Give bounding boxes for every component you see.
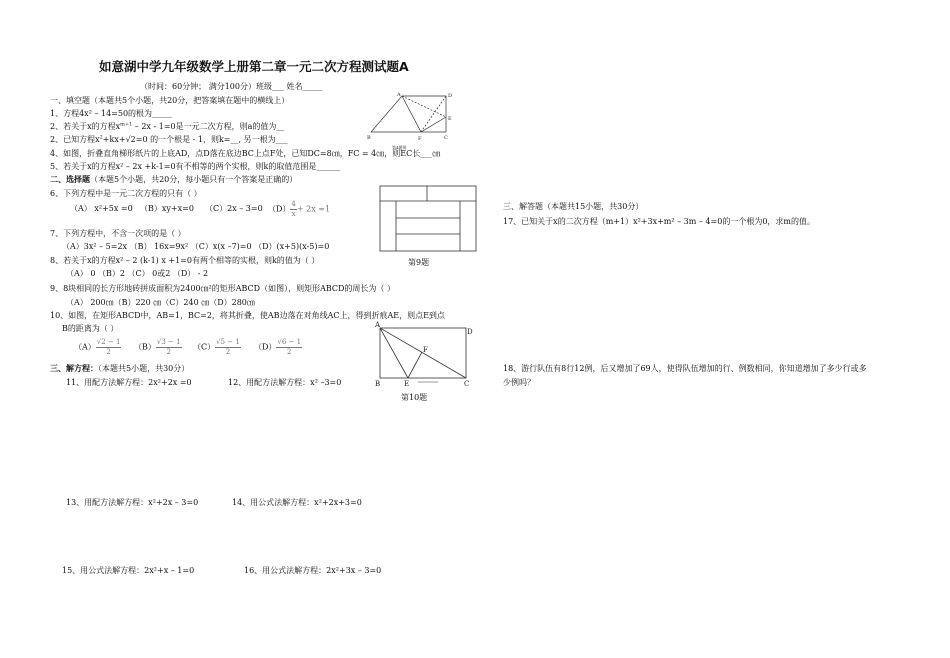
q6-option-d: （D） $\frac{4}{x}+ 2x =1$ — [268, 200, 331, 218]
fig10-caption: 第10题 — [401, 393, 428, 402]
question-8: 8、若关于x的方程x² – 2 (k-1) x +1=0有两个相等的实根，则k的值为（ ） — [50, 256, 320, 265]
q10-option-d: （D） $\frac{√6 - 1}{2}$ — [254, 338, 302, 356]
question-4: 4、如图，折叠直角梯形纸片的上底AD，点D落在底边BC上点F处，已知DC=8㎝，FC = 4㎝，则EC长___㎝ — [50, 149, 441, 158]
q8-options: （A） 0 （B）2 （C） 0或2 （D） - 2 — [66, 269, 209, 278]
fig4-label-b: B — [367, 135, 371, 141]
fig10-label-f: F — [423, 346, 428, 354]
question-15: 15、用公式法解方程：2x²+x – 1=0 — [62, 566, 195, 575]
question-11: 11、用配方法解方程：2x²+2x =0 — [66, 378, 192, 387]
question-18: 18、游行队伍有8行12例，后又增加了69人，使得队伍增加的行、例数相同，你知道增加了多少行或多 — [503, 364, 867, 373]
section3-header: 三、解方程：（本题共5小题，共30分） — [50, 363, 190, 373]
question-10: 10、如图，在矩形ABCD中，AB=1，BC=2，将其折叠，使AB边落在对角线AC上，得到折痕AE，则点E到点 — [50, 311, 445, 320]
question-12: 12、用配方法解方程：x² –3=0 — [228, 378, 342, 387]
question-18-cont: 少例吗？ — [503, 378, 535, 387]
fig10-label-b: B — [375, 380, 381, 388]
right-section-header: 三、解答题（本题共15小题，共30分） — [503, 202, 644, 211]
fig4-caption: 第4题图 — [392, 145, 407, 150]
question-16: 16、用公式法解方程：2x²+3x – 3=0 — [244, 566, 382, 575]
fig4-label-a: A — [397, 92, 401, 98]
question-17: 17、已知关于x的二次方程（m+1）x²+3x+m² – 3m – 4=0的一个根为0，求m的值。 — [503, 217, 815, 226]
section2-header: 二、选择题（本题5个小题，共20分，每小题只有一个答案是正确的） — [50, 174, 298, 184]
figure-q10-rectangle — [368, 318, 478, 392]
question-14: 14、用公式法解方程：x²+2x+3=0 — [232, 498, 362, 507]
q6-option-b: （B）xy+x=0 — [140, 204, 194, 213]
fig10-label-a: A — [375, 321, 381, 329]
q10-option-c: （C） $\frac{√5 - 1}{2}$ — [193, 338, 240, 356]
exam-info: （时间：60分钟； 满分100分）班级___ 姓名_____ — [140, 82, 323, 91]
question-3: 2、已知方程$x^2+kx+√2=0$ 的一个根是 - 1，则k=__, 另一根为___ — [50, 134, 288, 144]
question-1: 1、方程4x² – 14=50的根为_____ — [50, 109, 173, 118]
fig10-label-d: D — [467, 328, 473, 336]
question-6: 6、下列方程中是一元二次方程的只有（ ） — [50, 189, 202, 198]
question-5: 5、若关于x的方程x² – 2x +k-1=0有不相等的两个实根，则k的取值范围是______ — [50, 162, 341, 171]
q7-options: （A）3x² – 5=2x （B） 16x=9x² （C）x(x –7)=0 （D）(x+5)(x-5)=0 — [62, 242, 330, 251]
fig9-caption: 第9题 — [408, 258, 430, 267]
q10-option-b: （B） $\frac{√3 - 1}{2}$ — [134, 338, 181, 356]
page-title: 如意湖中学九年级数学上册第二章一元二次方程测试题A — [99, 59, 409, 74]
section1-header: 一、填空题（本题共5个小题，共20分，把答案填在题中的横线上） — [50, 96, 290, 105]
q10-option-a: （A） $\frac{√2 - 1}{2}$ — [74, 338, 121, 356]
figure-q9-tiles — [376, 183, 480, 254]
fig4-label-e: E — [448, 116, 452, 122]
fig4-label-f: F — [418, 136, 422, 142]
fig10-label-e: E — [404, 380, 410, 388]
question-7: 7、下列方程中，不含一次项的是（ ） — [50, 229, 186, 238]
q6-option-c: （C）2x – 3=0 — [205, 204, 263, 213]
question-2: 2、若关于x的方程$x^{m+1} - 2x - 1=0$是一元二次方程，则a的值为__ — [50, 121, 285, 131]
fig4-label-d: D — [448, 93, 453, 99]
question-13: 13、用配方法解方程：x²+2x – 3=0 — [66, 498, 199, 507]
figure-q4-trapezoid — [362, 88, 462, 154]
question-9: 9、8块相同的长方形地砖拼成面积为2400㎝²的矩形ABCD（如图），则矩形ABCD的周长为（ ） — [50, 284, 395, 293]
fig10-label-c: C — [464, 380, 470, 388]
question-10-cont: B的距离为（ ） — [62, 324, 119, 333]
fig4-label-c: C — [444, 135, 448, 141]
q6-option-a: （A） x²+5x =0 — [70, 204, 133, 213]
q9-options: （A） 200㎝（B）220 ㎝（C）240 ㎝（D）280㎝ — [66, 298, 255, 307]
